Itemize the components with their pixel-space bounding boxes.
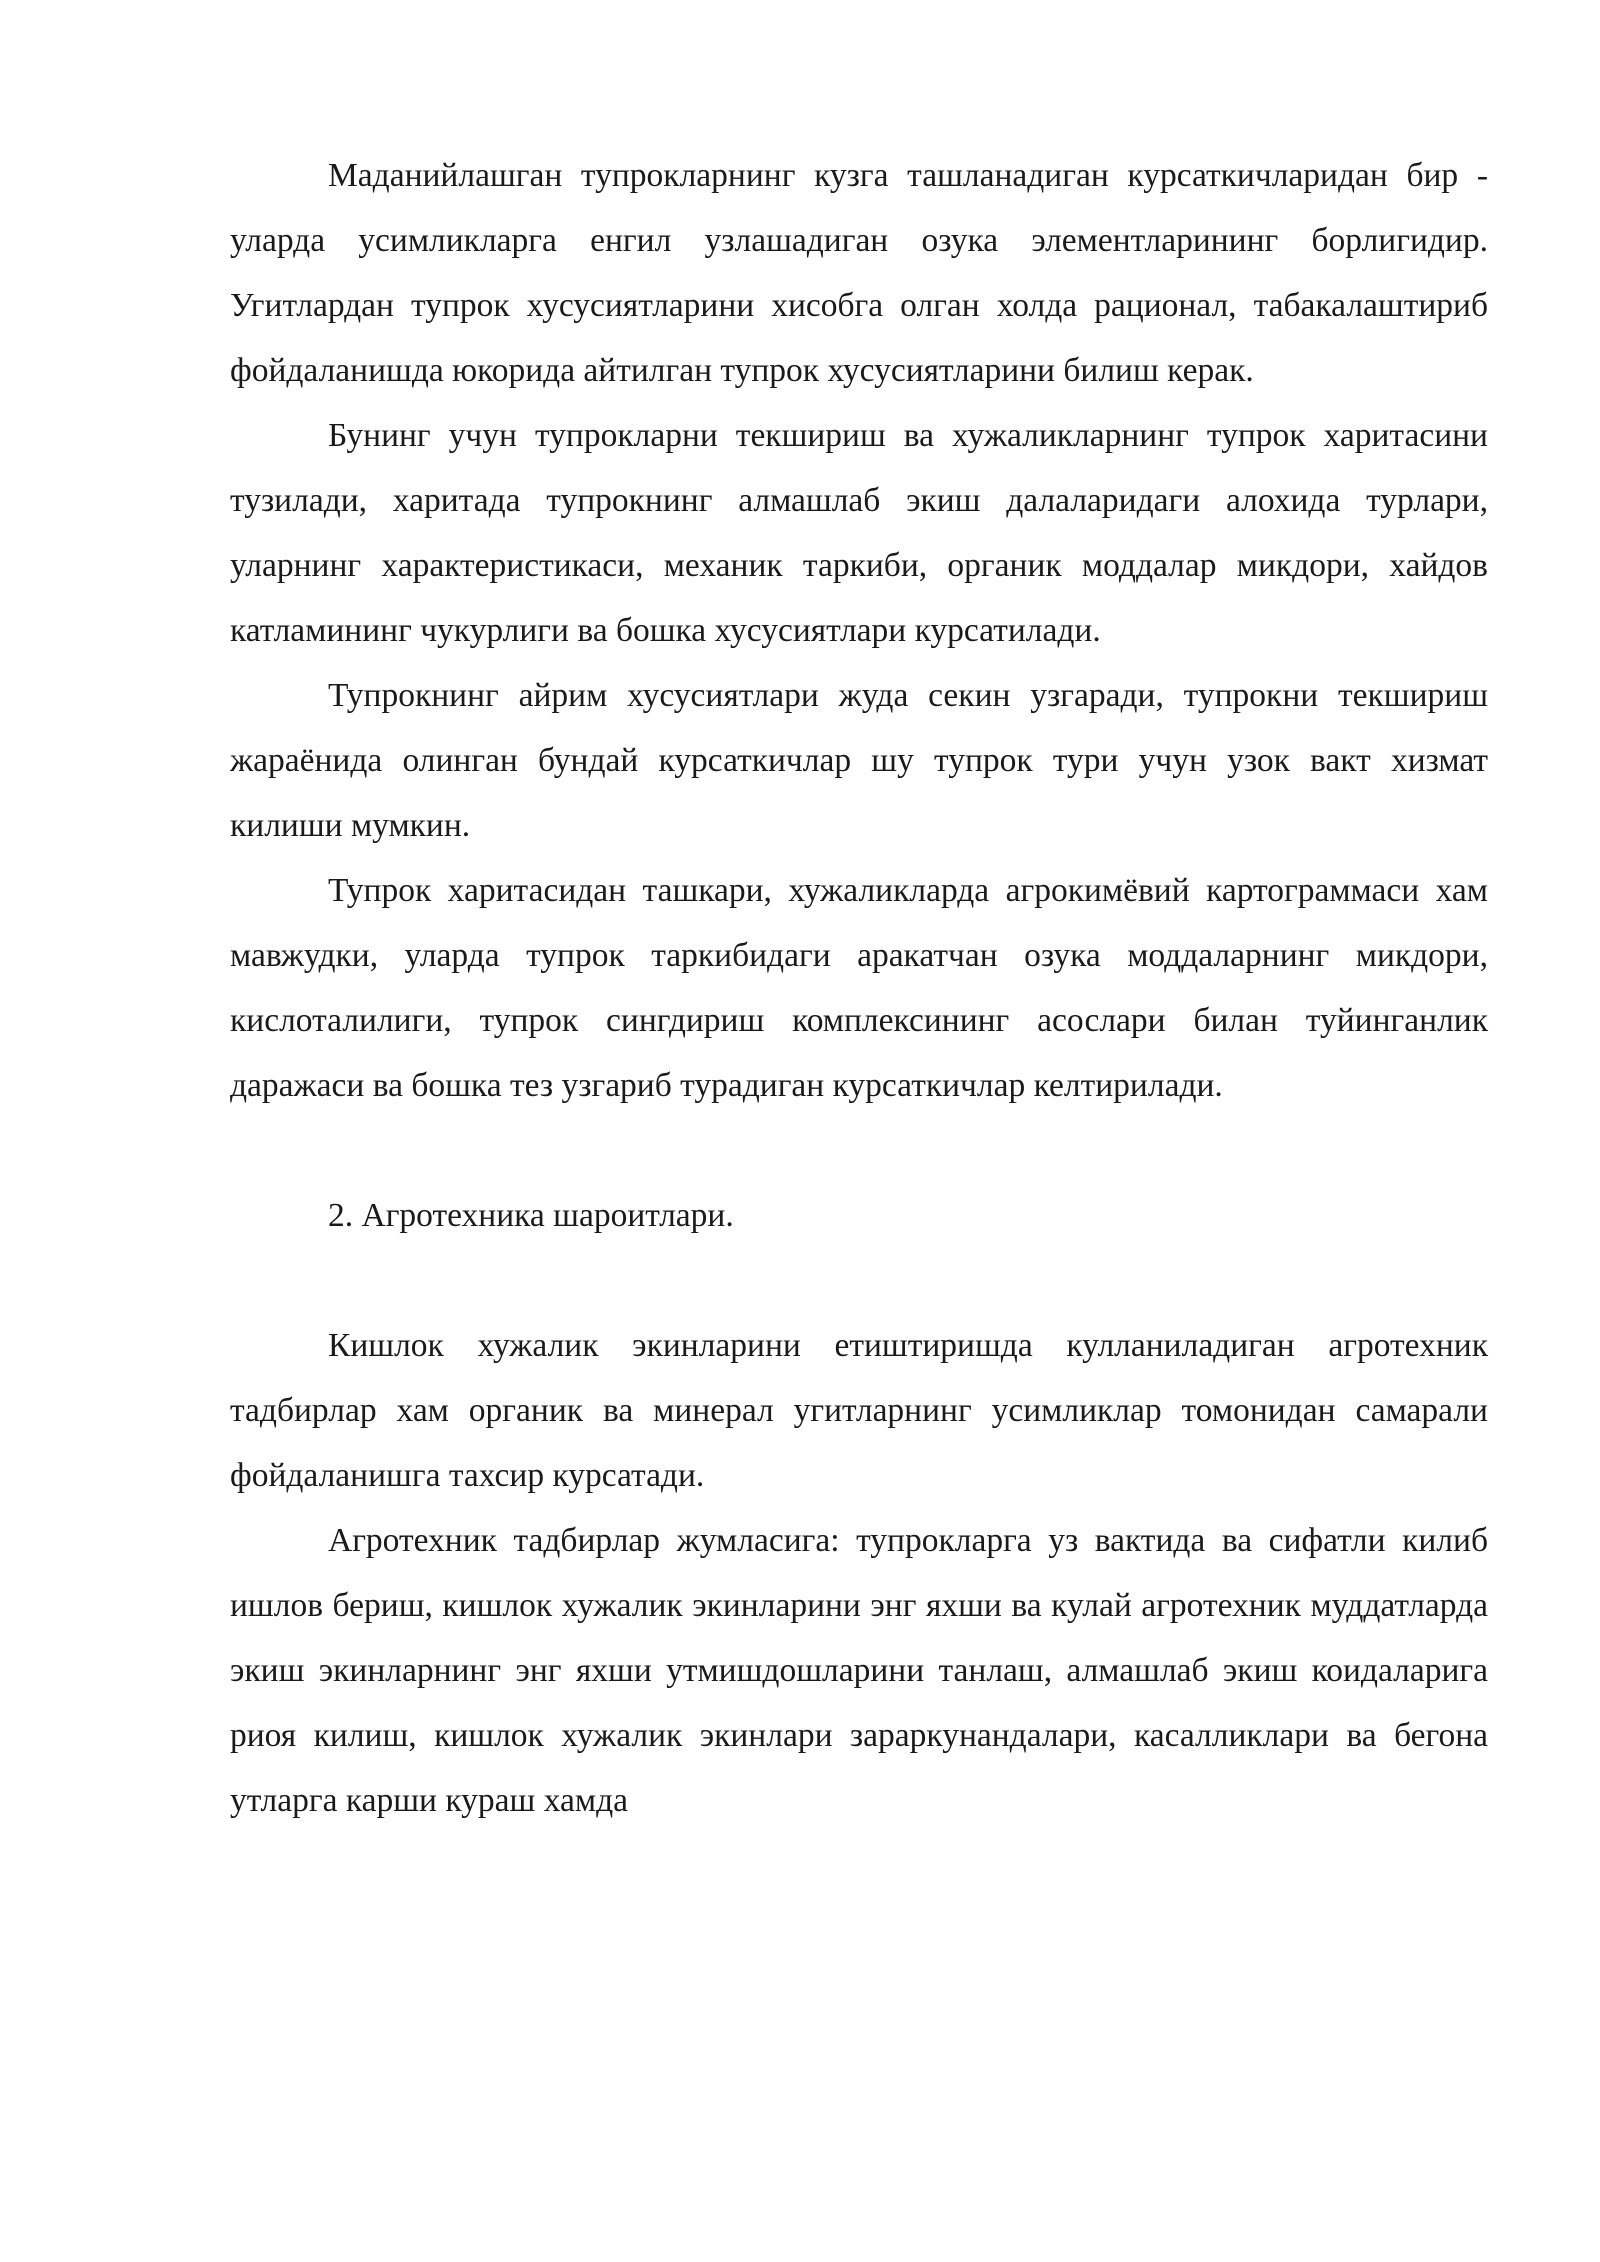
section-heading: 2. Агротехника шароитлари. bbox=[328, 1197, 734, 1234]
paragraph: Тупрокнинг айрим хусусиятлари жуда секин узгаради, тупрокни текшириш жараёнида олинган бундай курсаткичлар шу тупрок тури учун узок вакт хизмат килиши мумкин. bbox=[230, 677, 1488, 844]
paragraph: Маданийлашган тупрокларнинг кузга ташланадиган курсаткичларидан бир - уларда усимликларга енгил узлашадиган озука элементларининг борлигидир. Угитлардан тупрок хусусиятларини хисобга олган холда рационал, табакалаштириб фойдаланишда юкорида айтилган тупрок хусусиятларини билиш керак. bbox=[230, 157, 1488, 389]
paragraph: Бунинг учун тупрокларни текшириш ва хужаликларнинг тупрок харитасини тузилади, харитада тупрокнинг алмашлаб экиш далаларидаги алохида турлари, уларнинг характеристикаси, механик таркиби, органик моддалар микдори, хайдов катламининг чукурлиги ва бошка хусусиятлари курсатилади. bbox=[230, 417, 1488, 649]
document-page bbox=[230, 143, 1488, 1833]
paragraph: Агротехник тадбирлар жумласига: тупрокларга уз вактида ва сифатли килиб ишлов бериш, кишлок хужалик экинларини энг яхши ва кулай агротехник муддатларда экиш экинларнинг энг яхши утмишдошларини танлаш, алмашлаб экиш коидаларига риоя килиш, кишлок хужалик экинлари зараркунандалари, касалликлари ва бегона утларга карши кураш хамда bbox=[230, 1522, 1488, 1819]
paragraph: Тупрок харитасидан ташкари, хужаликларда агрокимёвий картограммаси хам мавжудки, уларда тупрок таркибидаги аракатчан озука моддаларнинг микдори, кислоталилиги, тупрок сингдириш комплексининг асослари билан туйинганлик даражаси ва бошка тез узгариб турадиган курсаткичлар келтирилади. bbox=[230, 872, 1488, 1104]
paragraph: Кишлок хужалик экинларини етиштиришда кулланиладиган агротехник тадбирлар хам органик ва минерал угитларнинг усимликлар томонидан самарали фойдаланишга тахсир курсатади. bbox=[230, 1327, 1488, 1494]
